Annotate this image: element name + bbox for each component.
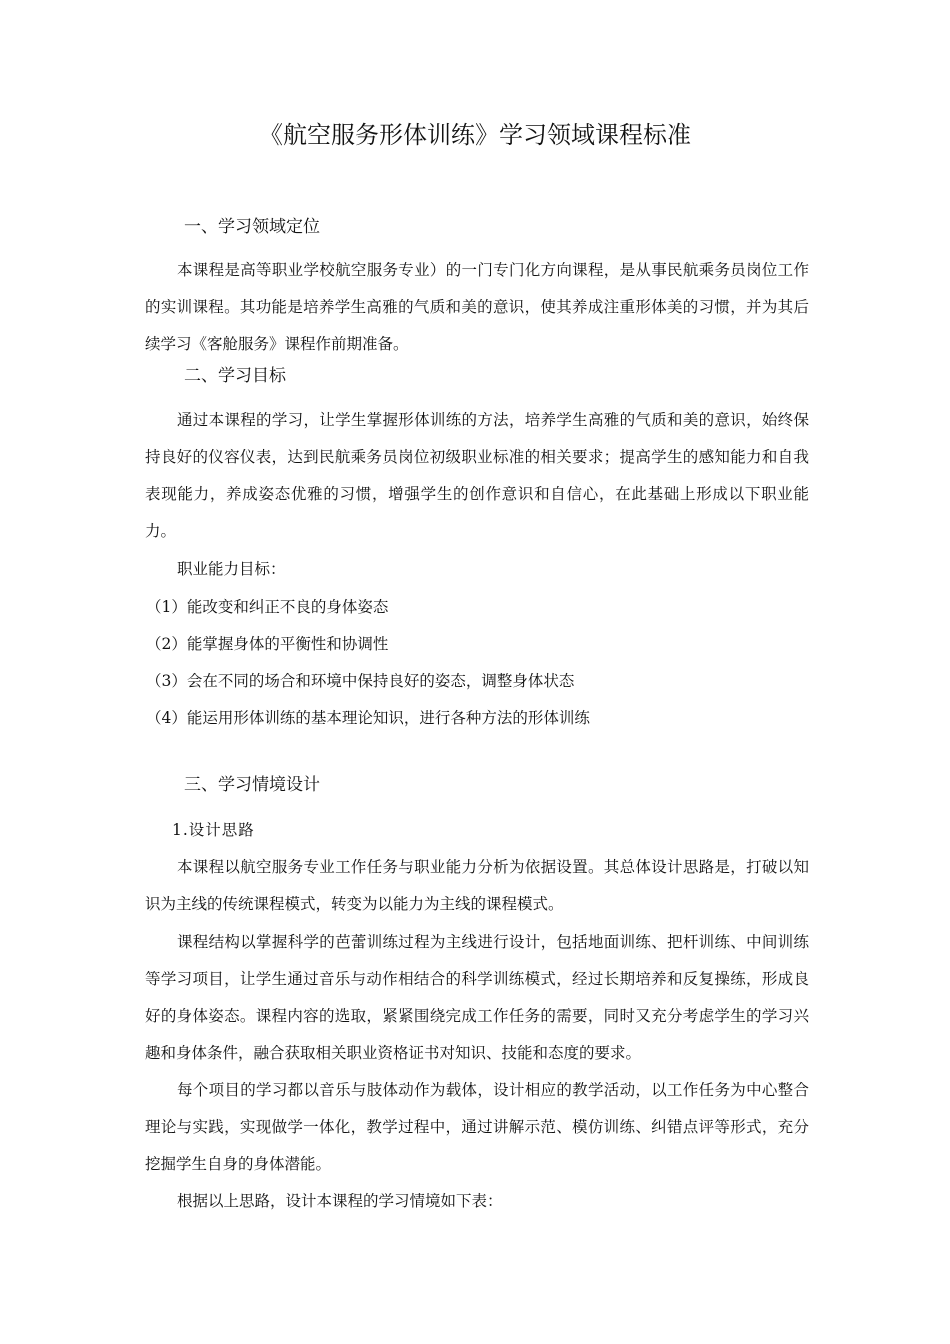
section-paragraph: 根据以上思路，设计本课程的学习情境如下表： bbox=[177, 1192, 503, 1210]
section-paragraph: 本课程是高等职业学校航空服务专业）的一门专门化方向课程，是从事民航乘务员岗位工作的实训课程。其功能是培养学生高雅的气质和美的意识，使其养成注重形体美的习惯，并为其后续学习《客舱服务》课程作前期准备。 bbox=[145, 261, 809, 353]
section-heading-positioning: 一、学习领域定位 bbox=[184, 217, 320, 237]
section-paragraph: 本课程以航空服务专业工作任务与职业能力分析为依据设置。其总体设计思路是，打破以知识为主线的传统课程模式，转变为以能力为主线的课程模式。 bbox=[145, 858, 809, 913]
section-heading-goals: 二、学习目标 bbox=[184, 366, 286, 386]
goal-item: （3）会在不同的场合和环境中保持良好的姿态，调整身体状态 bbox=[146, 672, 575, 690]
section-heading-design: 三、学习情境设计 bbox=[184, 775, 320, 795]
goal-item: （4）能运用形体训练的基本理论知识，进行各种方法的形体训练 bbox=[146, 709, 590, 727]
subheading-design-idea: 1.设计思路 bbox=[172, 821, 255, 839]
goal-item: （2）能掌握身体的平衡性和协调性 bbox=[146, 635, 389, 653]
section-paragraph: 通过本课程的学习，让学生掌握形体训练的方法，培养学生高雅的气质和美的意识，始终保持良好的仪容仪表，达到民航乘务员岗位初级职业标准的相关要求；提高学生的感知能力和自我表现能力，养成姿态优雅的习惯，增强学生的创作意识和自信心，在此基础上形成以下职业能力。 bbox=[145, 411, 809, 540]
goal-item: （1）能改变和纠正不良的身体姿态 bbox=[146, 598, 389, 616]
section-paragraph: 课程结构以掌握科学的芭蕾训练过程为主线进行设计，包括地面训练、把杆训练、中间训练等学习项目，让学生通过音乐与动作相结合的科学训练模式，经过长期培养和反复操练，形成良好的身体姿态。课程内容的选取，紧紧围绕完成工作任务的需要，同时又充分考虑学生的学习兴趣和身体条件，融合获取相关职业资格证书对知识、技能和态度的要求。 bbox=[145, 933, 809, 1062]
goals-label: 职业能力目标： bbox=[177, 560, 286, 578]
document-title: 《航空服务形体训练》学习领域课程标准 bbox=[259, 121, 691, 149]
section-paragraph: 每个项目的学习都以音乐与肢体动作为载体，设计相应的教学活动，以工作任务为中心整合理论与实践，实现做学一体化，教学过程中，通过讲解示范、模仿训练、纠错点评等形式，充分挖掘学生自身的身体潜能。 bbox=[145, 1081, 809, 1173]
